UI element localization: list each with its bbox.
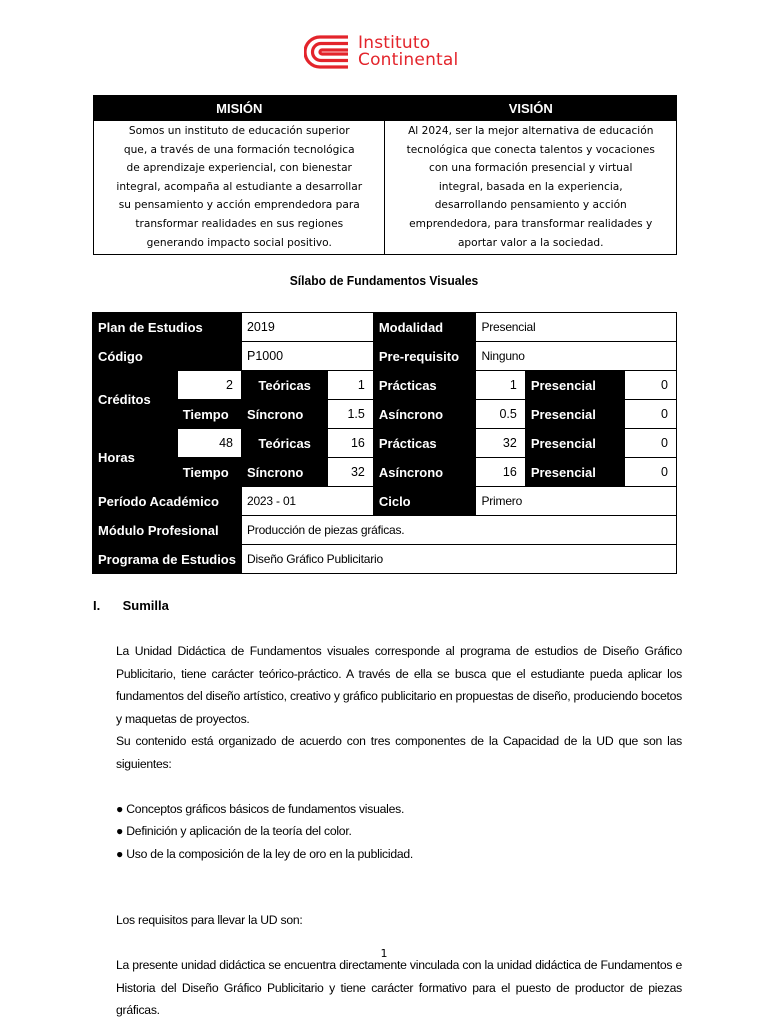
table-row — [93, 400, 677, 429]
modulo-value: Producción de piezas gráficas. — [241, 516, 676, 545]
list-item: ● Definición y aplicación de la teoría del color. — [116, 824, 352, 839]
asincrono-label: Asíncrono — [373, 458, 476, 487]
mission-vision-table — [93, 95, 677, 255]
creditos-practicas: 1 — [476, 371, 525, 400]
mission-line: Somos un instituto de educación superior — [128, 125, 350, 137]
vision-line: con una formación presencial y virtual — [429, 162, 633, 175]
modulo-label: Módulo Profesional — [93, 516, 242, 545]
tiempo-label: Tiempo — [177, 400, 241, 429]
asincrono-label: Asíncrono — [373, 400, 476, 429]
institute-logo — [304, 33, 458, 71]
mission-text — [94, 121, 385, 255]
presencial-label: Presencial — [525, 400, 624, 429]
prereq-label: Pre-requisito — [373, 342, 476, 371]
plan-value: 2019 — [241, 313, 373, 342]
ciclo-value: Primero — [476, 487, 677, 516]
page-number: 1 — [380, 947, 388, 960]
presencial-label: Presencial — [525, 429, 624, 458]
programa-label: Programa de Estudios — [93, 545, 242, 574]
table-row — [93, 429, 677, 458]
codigo-label: Código — [93, 342, 242, 371]
teoricas-label: Teóricas — [241, 429, 327, 458]
sincrono-label: Síncrono — [241, 400, 327, 429]
creditos-sincrono: 1.5 — [328, 400, 374, 429]
vision-line: Al 2024, ser la mejor alternativa de educación — [408, 125, 654, 137]
paragraph: Los requisitos para llevar la UD son: — [116, 913, 303, 928]
vision-line: integral, basada en la experiencia, — [438, 180, 623, 193]
table-row — [93, 371, 677, 400]
logo-line-1: Instituto — [358, 33, 431, 53]
horas-teoricas: 16 — [328, 429, 374, 458]
horas-asincrono: 16 — [476, 458, 525, 487]
section-number: I. — [93, 598, 101, 613]
list-item: ● Uso de la composición de la ley de oro en la publicidad. — [116, 846, 414, 861]
creditos-total: 2 — [177, 371, 241, 400]
table-row — [93, 313, 677, 342]
vision-line: emprendedora, para transformar realidades y — [409, 217, 653, 230]
horas-practicas: 32 — [476, 429, 525, 458]
continental-logo-icon — [304, 35, 350, 69]
plan-label: Plan de Estudios — [93, 313, 242, 342]
modalidad-value: Presencial — [476, 313, 677, 342]
sumilla-body — [116, 640, 682, 1022]
vision-header: VISIÓN — [385, 96, 677, 121]
mission-line: integral, acompaña al estudiante a desarrollar — [116, 180, 363, 193]
table-row — [93, 342, 677, 371]
creditos-asincrono: 0.5 — [476, 400, 525, 429]
sincrono-label: Síncrono — [241, 458, 327, 487]
paragraph: Su contenido está organizado de acuerdo con tres componentes de la Capacidad de la UD que son las siguientes: — [116, 734, 682, 771]
prereq-value: Ninguno — [476, 342, 677, 371]
list-item: ● Conceptos gráficos básicos de fundamentos visuales. — [116, 801, 405, 816]
programa-value: Diseño Gráfico Publicitario — [241, 545, 676, 574]
creditos-presencial-2: 0 — [625, 400, 677, 429]
tiempo-label: Tiempo — [177, 458, 241, 487]
horas-presencial-2: 0 — [625, 458, 677, 487]
periodo-label: Período Académico — [93, 487, 242, 516]
horas-presencial-1: 0 — [625, 429, 677, 458]
vision-text — [385, 121, 677, 255]
course-info-table — [92, 312, 677, 574]
table-row — [93, 487, 677, 516]
paragraph: La presente unidad didáctica se encuentra directamente vinculada con la unidad didáctica de Fundamentos e Historia del Diseño Gráfico Publicitario y tiene carácter formativo para el puesto de productor de piezas gráficas. — [116, 957, 682, 1018]
teoricas-label: Teóricas — [241, 371, 327, 400]
syllabus-title: Sílabo de Fundamentos Visuales — [289, 273, 479, 288]
logo-line-2: Continental — [358, 50, 459, 70]
periodo-value: 2023 - 01 — [241, 487, 373, 516]
mission-line: transformar realidades en sus regiones — [135, 217, 344, 230]
mission-line: que, a través de una formación tecnológica — [123, 143, 355, 156]
presencial-label: Presencial — [525, 458, 624, 487]
practicas-label: Prácticas — [373, 371, 476, 400]
paragraph: La Unidad Didáctica de Fundamentos visuales corresponde al programa de estudios de Diseño Gráfico Publicitario, tiene carácter teórico-práctico. A través de ella se busca que el estudiante pueda aplicar los fundamentos del diseño artístico, creativo y gráfico publicitario en propuestas de diseño, produciendo bocetos y maquetas de proyectos. — [116, 644, 682, 726]
creditos-teoricas: 1 — [328, 371, 374, 400]
section-heading — [93, 598, 169, 613]
ciclo-label: Ciclo — [373, 487, 476, 516]
horas-total: 48 — [177, 429, 241, 458]
table-row — [93, 545, 677, 574]
section-title: Sumilla — [122, 598, 169, 613]
mission-header: MISIÓN — [94, 96, 385, 121]
creditos-label: Créditos — [93, 371, 178, 429]
vision-line: aportar valor a la sociedad. — [457, 236, 604, 249]
table-row — [93, 458, 677, 487]
table-row — [93, 516, 677, 545]
mission-line: de aprendizaje experiencial, con bienestar — [126, 162, 352, 175]
mission-line: generando impacto social positivo. — [146, 236, 332, 249]
presencial-label: Presencial — [525, 371, 624, 400]
logo-wordmark — [358, 35, 458, 69]
horas-label: Horas — [93, 429, 178, 487]
vision-line: desarrollando pensamiento y acción — [434, 199, 627, 212]
practicas-label: Prácticas — [373, 429, 476, 458]
mission-line: su pensamiento y acción emprendedora para — [118, 199, 360, 212]
codigo-value: P1000 — [241, 342, 373, 371]
creditos-presencial-1: 0 — [625, 371, 677, 400]
horas-sincrono: 32 — [328, 458, 374, 487]
modalidad-label: Modalidad — [373, 313, 476, 342]
vision-line: tecnológica que conecta talentos y vocaciones — [406, 143, 655, 156]
